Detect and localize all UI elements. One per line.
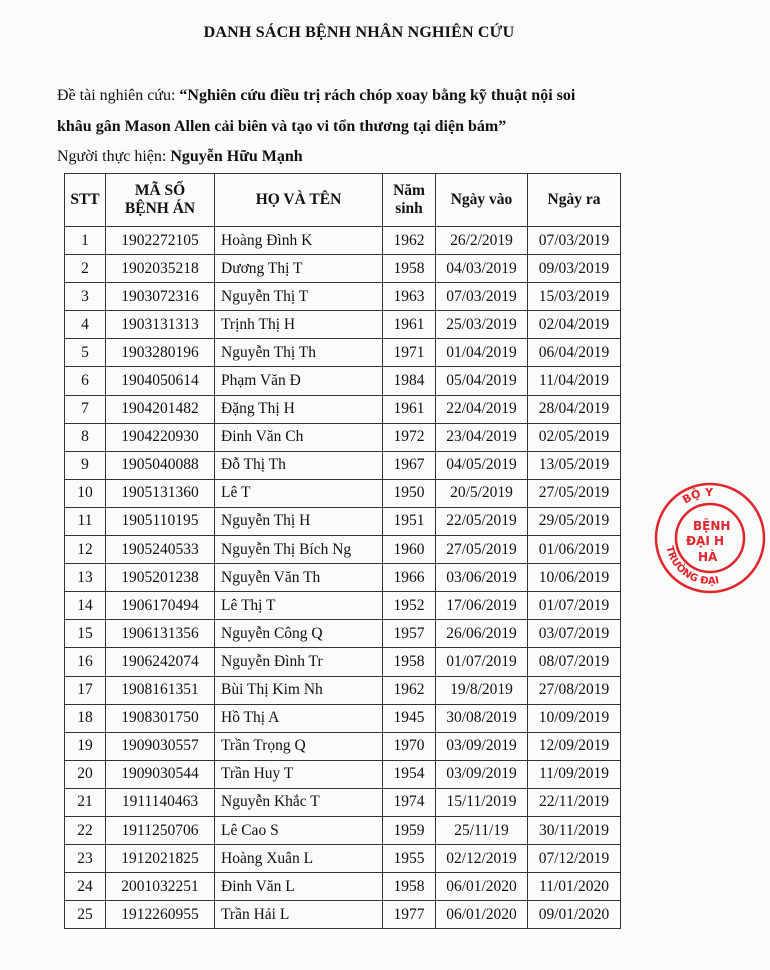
cell-birth-year: 1951: [383, 507, 436, 535]
cell-discharge-date: 09/01/2020: [528, 901, 621, 929]
cell-birth-year: 1960: [383, 536, 436, 564]
table-row: [65, 901, 621, 929]
table-row: [65, 816, 621, 844]
table-row: [65, 255, 621, 283]
cell-stt: 21: [65, 788, 106, 816]
cell-admission-date: 04/05/2019: [436, 451, 528, 479]
table-row: [65, 367, 621, 395]
official-seal: [650, 478, 770, 598]
cell-record-number: 1905131360: [106, 479, 215, 507]
topic-line-2: [57, 118, 506, 136]
cell-full-name: Đinh Văn L: [215, 873, 383, 901]
cell-admission-date: 26/06/2019: [436, 620, 528, 648]
cell-admission-date: 03/09/2019: [436, 760, 528, 788]
cell-full-name: Nguyễn Văn Th: [215, 564, 383, 592]
cell-record-number: 1903072316: [106, 283, 215, 311]
cell-full-name: Đinh Văn Ch: [215, 423, 383, 451]
cell-record-number: 1909030557: [106, 732, 215, 760]
cell-full-name: Nguyễn Thị T: [215, 283, 383, 311]
table-row: [65, 873, 621, 901]
header-nam-line2: sinh: [395, 200, 423, 217]
cell-discharge-date: 10/09/2019: [528, 704, 621, 732]
cell-birth-year: 1972: [383, 423, 436, 451]
cell-record-number: 1905110195: [106, 507, 215, 535]
cell-full-name: Trần Huy T: [215, 760, 383, 788]
cell-admission-date: 03/09/2019: [436, 732, 528, 760]
cell-full-name: Hoàng Xuân L: [215, 845, 383, 873]
table-row: [65, 676, 621, 704]
cell-admission-date: 17/06/2019: [436, 592, 528, 620]
cell-birth-year: 1957: [383, 620, 436, 648]
cell-stt: 10: [65, 479, 106, 507]
cell-birth-year: 1974: [383, 788, 436, 816]
table-row: [65, 788, 621, 816]
cell-admission-date: 30/08/2019: [436, 704, 528, 732]
header-admission-date: Ngày vào: [436, 174, 528, 227]
cell-record-number: 1905240533: [106, 536, 215, 564]
cell-full-name: Hồ Thị A: [215, 704, 383, 732]
cell-record-number: 1911140463: [106, 788, 215, 816]
cell-birth-year: 1970: [383, 732, 436, 760]
cell-full-name: Lê Cao S: [215, 816, 383, 844]
table-row: [65, 536, 621, 564]
seal-text-bottom-path: TRƯỜNG ĐẠI: [663, 545, 720, 588]
cell-admission-date: 03/06/2019: [436, 564, 528, 592]
cell-stt: 5: [65, 339, 106, 367]
header-discharge-date: Ngày ra: [528, 174, 621, 227]
cell-full-name: Lê T: [215, 479, 383, 507]
table-row: [65, 227, 621, 255]
cell-birth-year: 1977: [383, 901, 436, 929]
cell-stt: 9: [65, 451, 106, 479]
table-row: [65, 311, 621, 339]
cell-record-number: 1908161351: [106, 676, 215, 704]
cell-full-name: Đỗ Thị Th: [215, 451, 383, 479]
cell-discharge-date: 13/05/2019: [528, 451, 621, 479]
cell-admission-date: 25/03/2019: [436, 311, 528, 339]
author-name: Nguyễn Hữu Mạnh: [170, 148, 303, 165]
cell-birth-year: 1954: [383, 760, 436, 788]
cell-admission-date: 22/05/2019: [436, 507, 528, 535]
cell-full-name: Nguyễn Thị Th: [215, 339, 383, 367]
table-row: [65, 648, 621, 676]
table-row: [65, 592, 621, 620]
cell-admission-date: 22/04/2019: [436, 395, 528, 423]
header-ma-line1: MÃ SỐ: [134, 182, 186, 199]
cell-full-name: Lê Thị T: [215, 592, 383, 620]
cell-birth-year: 1967: [383, 451, 436, 479]
table-row: [65, 395, 621, 423]
cell-full-name: Nguyễn Đình Tr: [215, 648, 383, 676]
cell-stt: 2: [65, 255, 106, 283]
seal-text-line3: HÀ: [698, 550, 718, 564]
cell-full-name: Đặng Thị H: [215, 395, 383, 423]
cell-admission-date: 23/04/2019: [436, 423, 528, 451]
cell-discharge-date: 03/07/2019: [528, 620, 621, 648]
cell-admission-date: 06/01/2020: [436, 873, 528, 901]
cell-birth-year: 1984: [383, 367, 436, 395]
cell-record-number: 1911250706: [106, 816, 215, 844]
cell-record-number: 1905040088: [106, 451, 215, 479]
cell-stt: 4: [65, 311, 106, 339]
cell-discharge-date: 22/11/2019: [528, 788, 621, 816]
seal-text-line1: BỆNH: [693, 519, 731, 533]
table-row: [65, 283, 621, 311]
cell-admission-date: 04/03/2019: [436, 255, 528, 283]
cell-discharge-date: 29/05/2019: [528, 507, 621, 535]
cell-record-number: 1912260955: [106, 901, 215, 929]
header-birth-year: [383, 174, 436, 227]
seal-text-top-path: BỘ Y: [680, 485, 714, 507]
cell-record-number: 1906131356: [106, 620, 215, 648]
cell-birth-year: 1962: [383, 227, 436, 255]
cell-stt: 25: [65, 901, 106, 929]
header-ma-line2: BỆNH ÁN: [124, 200, 196, 217]
header-full-name: HỌ VÀ TÊN: [215, 174, 383, 227]
cell-birth-year: 1959: [383, 816, 436, 844]
topic-line-1: [57, 87, 575, 105]
cell-birth-year: 1955: [383, 845, 436, 873]
table-row: [65, 339, 621, 367]
cell-discharge-date: 02/05/2019: [528, 423, 621, 451]
cell-stt: 15: [65, 620, 106, 648]
table-row: [65, 732, 621, 760]
document-title: DANH SÁCH BỆNH NHÂN NGHIÊN CỨU: [203, 24, 515, 41]
cell-stt: 24: [65, 873, 106, 901]
cell-birth-year: 1958: [383, 648, 436, 676]
author-label: Người thực hiện:: [57, 148, 171, 165]
cell-discharge-date: 10/06/2019: [528, 564, 621, 592]
table-row: [65, 704, 621, 732]
cell-birth-year: 1958: [383, 873, 436, 901]
cell-stt: 17: [65, 676, 106, 704]
table-row: [65, 564, 621, 592]
cell-stt: 19: [65, 732, 106, 760]
cell-discharge-date: 01/07/2019: [528, 592, 621, 620]
table-row: [65, 845, 621, 873]
cell-birth-year: 1945: [383, 704, 436, 732]
cell-discharge-date: 27/08/2019: [528, 676, 621, 704]
cell-stt: 20: [65, 760, 106, 788]
table-row: [65, 760, 621, 788]
header-record-number: [106, 174, 215, 227]
cell-discharge-date: 30/11/2019: [528, 816, 621, 844]
cell-record-number: 1902272105: [106, 227, 215, 255]
topic-title-part1: “Nghiên cứu điều trị rách chóp xoay bằng kỹ thuật nội soi: [179, 87, 576, 104]
cell-birth-year: 1950: [383, 479, 436, 507]
cell-record-number: 1904050614: [106, 367, 215, 395]
table-row: [65, 507, 621, 535]
table-row: [65, 451, 621, 479]
cell-full-name: Dương Thị T: [215, 255, 383, 283]
cell-discharge-date: 11/09/2019: [528, 760, 621, 788]
cell-discharge-date: 15/03/2019: [528, 283, 621, 311]
cell-discharge-date: 11/04/2019: [528, 367, 621, 395]
header-stt: STT: [65, 174, 106, 227]
cell-full-name: Trịnh Thị H: [215, 311, 383, 339]
cell-discharge-date: 07/12/2019: [528, 845, 621, 873]
cell-stt: 22: [65, 816, 106, 844]
cell-stt: 11: [65, 507, 106, 535]
cell-discharge-date: 11/01/2020: [528, 873, 621, 901]
cell-full-name: Nguyễn Công Q: [215, 620, 383, 648]
table-row: [65, 479, 621, 507]
cell-stt: 12: [65, 536, 106, 564]
table-row: [65, 423, 621, 451]
cell-birth-year: 1963: [383, 283, 436, 311]
cell-stt: 1: [65, 227, 106, 255]
cell-full-name: Hoàng Đình K: [215, 227, 383, 255]
cell-record-number: 1906170494: [106, 592, 215, 620]
cell-admission-date: 02/12/2019: [436, 845, 528, 873]
cell-record-number: 1909030544: [106, 760, 215, 788]
topic-title-part2: khâu gân Mason Allen cải biên và tạo vi tổn thương tại diện bám”: [57, 118, 507, 135]
cell-discharge-date: 01/06/2019: [528, 536, 621, 564]
cell-record-number: 1908301750: [106, 704, 215, 732]
cell-discharge-date: 27/05/2019: [528, 479, 621, 507]
cell-stt: 16: [65, 648, 106, 676]
cell-discharge-date: 12/09/2019: [528, 732, 621, 760]
cell-birth-year: 1961: [383, 395, 436, 423]
cell-record-number: 1906242074: [106, 648, 215, 676]
cell-discharge-date: 08/07/2019: [528, 648, 621, 676]
cell-admission-date: 07/03/2019: [436, 283, 528, 311]
cell-stt: 8: [65, 423, 106, 451]
cell-admission-date: 27/05/2019: [436, 536, 528, 564]
cell-admission-date: 20/5/2019: [436, 479, 528, 507]
cell-stt: 23: [65, 845, 106, 873]
cell-record-number: 2001032251: [106, 873, 215, 901]
cell-record-number: 1912021825: [106, 845, 215, 873]
cell-stt: 18: [65, 704, 106, 732]
cell-record-number: 1903131313: [106, 311, 215, 339]
cell-stt: 6: [65, 367, 106, 395]
cell-discharge-date: 28/04/2019: [528, 395, 621, 423]
table-row: [65, 620, 621, 648]
cell-birth-year: 1966: [383, 564, 436, 592]
cell-birth-year: 1962: [383, 676, 436, 704]
cell-discharge-date: 06/04/2019: [528, 339, 621, 367]
cell-admission-date: 25/11/19: [436, 816, 528, 844]
cell-full-name: Nguyễn Thị H: [215, 507, 383, 535]
cell-admission-date: 01/07/2019: [436, 648, 528, 676]
cell-admission-date: 26/2/2019: [436, 227, 528, 255]
cell-stt: 7: [65, 395, 106, 423]
patient-table: [64, 173, 621, 929]
cell-admission-date: 15/11/2019: [436, 788, 528, 816]
header-nam-line1: Năm: [393, 182, 425, 199]
cell-birth-year: 1961: [383, 311, 436, 339]
cell-stt: 3: [65, 283, 106, 311]
cell-admission-date: 06/01/2020: [436, 901, 528, 929]
cell-record-number: 1902035218: [106, 255, 215, 283]
cell-full-name: Trần Trọng Q: [215, 732, 383, 760]
cell-stt: 14: [65, 592, 106, 620]
author-line: [57, 148, 303, 166]
cell-full-name: Nguyễn Khắc T: [215, 788, 383, 816]
cell-record-number: 1903280196: [106, 339, 215, 367]
cell-admission-date: 19/8/2019: [436, 676, 528, 704]
cell-record-number: 1904201482: [106, 395, 215, 423]
cell-discharge-date: 02/04/2019: [528, 311, 621, 339]
table-header-row: [65, 174, 621, 227]
cell-birth-year: 1958: [383, 255, 436, 283]
cell-record-number: 1904220930: [106, 423, 215, 451]
cell-discharge-date: 07/03/2019: [528, 227, 621, 255]
seal-text: [663, 486, 730, 587]
cell-discharge-date: 09/03/2019: [528, 255, 621, 283]
cell-full-name: Phạm Văn Đ: [215, 367, 383, 395]
cell-admission-date: 01/04/2019: [436, 339, 528, 367]
cell-birth-year: 1952: [383, 592, 436, 620]
cell-stt: 13: [65, 564, 106, 592]
cell-full-name: Bùi Thị Kim Nh: [215, 676, 383, 704]
seal-text-line2: ĐẠI H: [686, 534, 725, 548]
topic-label: Đề tài nghiên cứu:: [57, 87, 180, 104]
cell-admission-date: 05/04/2019: [436, 367, 528, 395]
cell-full-name: Trần Hải L: [215, 901, 383, 929]
cell-full-name: Nguyễn Thị Bích Ng: [215, 536, 383, 564]
cell-birth-year: 1971: [383, 339, 436, 367]
cell-record-number: 1905201238: [106, 564, 215, 592]
